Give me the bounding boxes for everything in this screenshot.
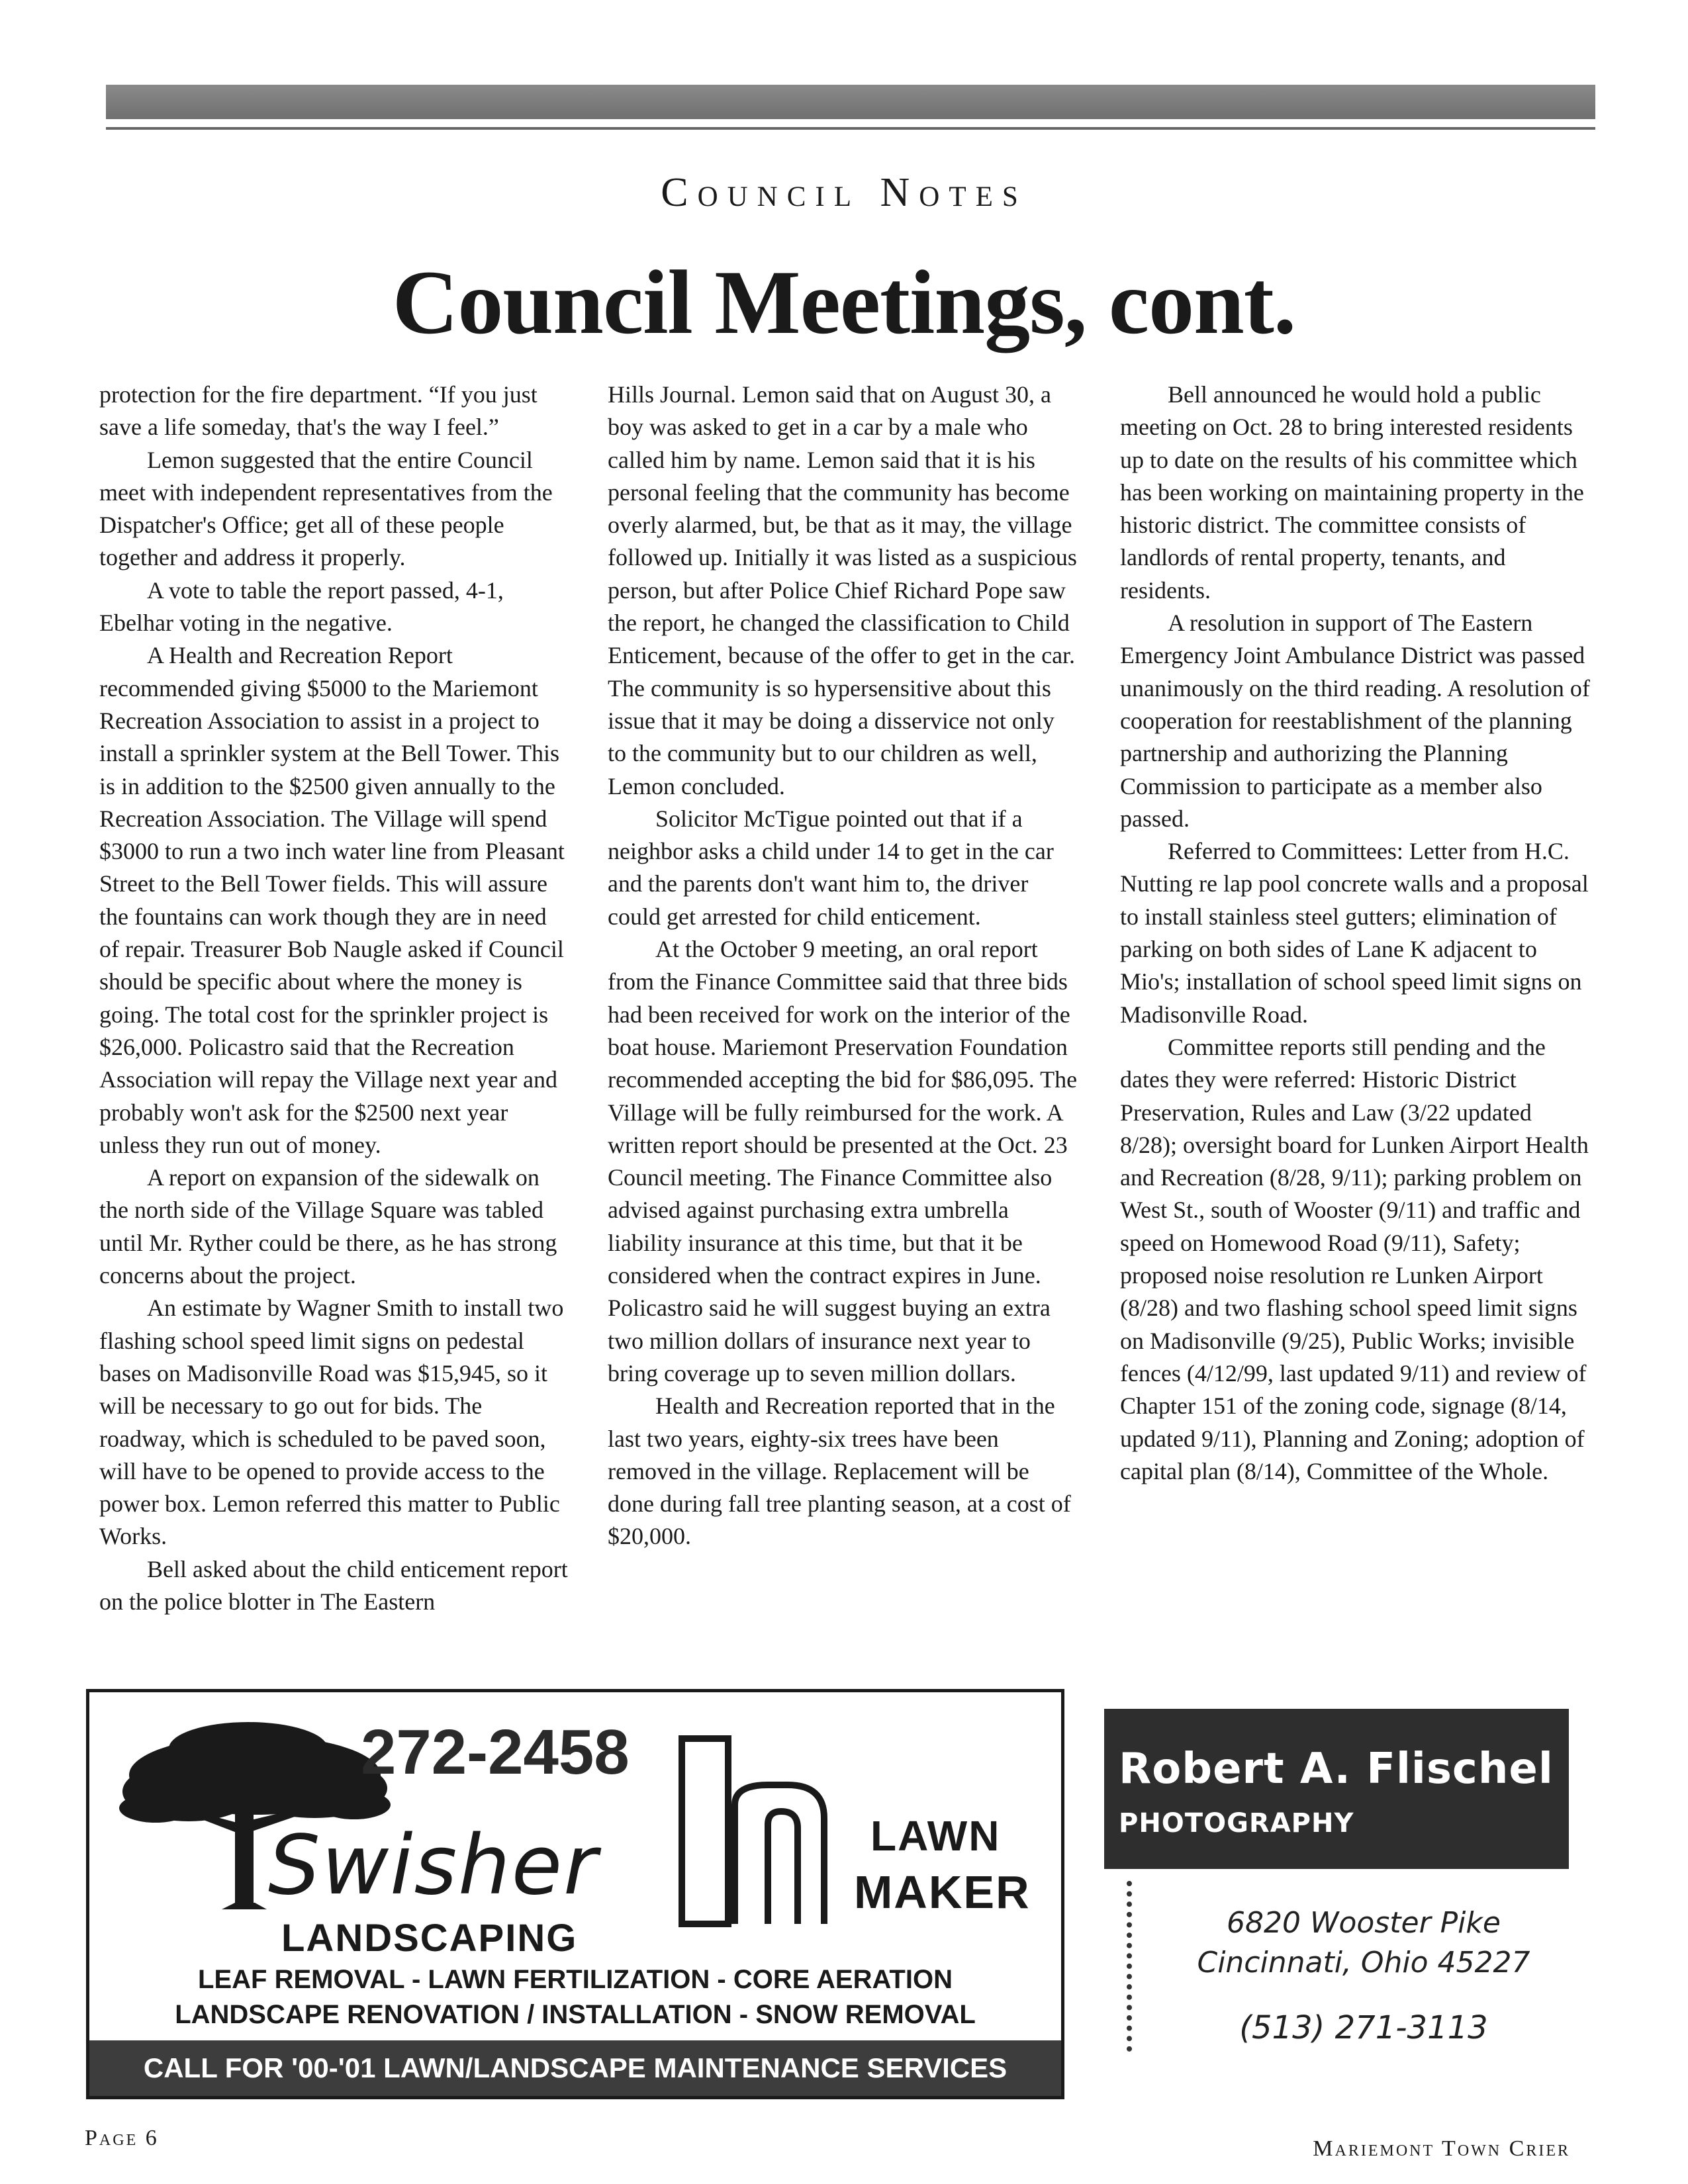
- paragraph: An estimate by Wagner Smith to install two flashing school speed limit signs on pedestal bases on Madisonville Road was $15,945, so it will be necessary to go out for bids. The roadway, which is scheduled to be paved soon, will have to be opened to provide access to the power box. Lemon referred this matter to Public Works.: [99, 1295, 564, 1550]
- lawn-maker-logo-icon: [675, 1732, 834, 1931]
- paragraph: A Health and Recreation Report recommended giving $5000 to the Mariemont Recreation Association to assist in a project to install a sprinkler system at the Bell Tower. This is in addition to the $2500 given annually to the Recreation Association. The Village will spend $3000 to run a two inch water line from Pleasant Street to the Bell Tower fields. This will assure the fountains can work though they are in need of repair. Treasurer Bob Naugle asked if Council should be specific about where the money is going. The total cost for the sprinkler project is $26,000. Policastro said that the Recreation Association will repay the Village next year and probably won't ask for the $2500 next year unless they run out of money.: [99, 642, 565, 1158]
- section-kicker: Council Notes: [661, 170, 1027, 215]
- swisher-landscaping-ad: [86, 1689, 1064, 2099]
- photographer-name: Robert A. Flischel: [1119, 1745, 1554, 1794]
- paragraph: protection for the fire department. “If you just save a life someday, that's the way I feel.”: [99, 381, 538, 441]
- header-bar: [106, 85, 1595, 119]
- paragraph: A report on expansion of the sidewalk on the north side of the Village Square was tabled until Mr. Ryther could be there, as he has strong concerns about the project.: [99, 1164, 557, 1289]
- paragraph: Committee reports still pending and the dates they were referred: Historic District Preservation, Rules and Law (3/22 updated 8/28); oversight board for Lunken Airport Health and Recreation (8/28, 9/11); parking problem on West St., south of Wooster (9/11) and traffic and speed on Homewood Road (9/11), Safety; proposed noise resolution re Lunken Airport (8/28) and two flashing school speed limit signs on Madisonville (9/25), Public Works; invisible fences (4/12/99, last updated 9/11) and review of Chapter 151 of the zoning code, signage (8/14, updated 9/11), Planning and Zoning; adoption of capital plan (8/14), Committee of the Whole.: [1120, 1033, 1589, 1484]
- photography-ad-banner: [1104, 1709, 1569, 1869]
- paragraph: Health and Recreation reported that in the last two years, eighty-six trees have been removed in the village. Replacement will be done during fall tree planting season, at a cost of $20,000.: [608, 1392, 1071, 1550]
- paragraph: Bell asked about the child enticement report on the police blotter in The Eastern: [99, 1555, 568, 1615]
- photo-phone: (513) 271-3113: [1239, 2009, 1488, 2046]
- paragraph: A resolution in support of The Eastern Emergency Joint Ambulance District was passed unanimously on the third reading. A resolution of cooperation for reestablishment of the planning partnership and authorizing the Planning Commission to participate as a member also passed.: [1120, 610, 1590, 832]
- paragraph: Lemon suggested that the entire Council meet with independent representatives from the Dispatcher's Office; get all of these people together and address it properly.: [99, 446, 553, 571]
- services-line2: LANDSCAPE RENOVATION / INSTALLATION - SNOW REMOVAL: [175, 2000, 976, 2029]
- ad-call-band: CALL FOR '00-'01 LAWN/LANDSCAPE MAINTENANCE SERVICES: [89, 2040, 1061, 2096]
- article-column-2: [608, 379, 1078, 1553]
- photo-address-line1: 6820 Wooster Pike: [1227, 1906, 1501, 1940]
- lawn-maker-line2: MAKER: [854, 1866, 1031, 1918]
- ad-phone: 272-2458: [361, 1717, 630, 1788]
- paragraph: At the October 9 meeting, an oral report from the Finance Committee said that three bids had been received for work on the interior of the boat house. Mariemont Preservation Foundation recommended accepting the bid for $86,095. The Village will be fully reimbursed for the work. A written report should be presented at the Oct. 23 Council meeting. The Finance Committee also advised against purchasing extra umbrella liability insurance at this time, but that it be considered when the contract expires in June. Policastro said he will suggest buying an extra two million dollars of insurance next year to bring coverage up to seven million dollars.: [608, 936, 1078, 1387]
- paragraph: A vote to table the report passed, 4-1, Ebelhar voting in the negative.: [99, 576, 504, 637]
- paragraph: Bell announced he would hold a public meeting on Oct. 28 to bring interested residents up to date on the results of his committee which has been working on maintaining property in the historic district. The committee consists of landlords of rental property, tenants, and residents.: [1120, 381, 1584, 604]
- ad-subtitle: LANDSCAPING: [281, 1917, 578, 1960]
- page-title: Council Meetings, cont.: [392, 251, 1296, 353]
- paragraph: Hills Journal. Lemon said that on August 30, a boy was asked to get in a car by a male who called him by name. Lemon said that it is his personal feeling that the community has become overly alarmed, but, be that as it may, the village followed up. Initially it was listed as a suspicious person, but after Police Chief Richard Pope saw the report, he changed the classification to Child Enticement, because of the offer to get in the car. The community is so hypersensitive about this issue that it may be doing a disservice not only to the community but to our children as well, Lemon concluded.: [608, 381, 1077, 799]
- photography-label: PHOTOGRAPHY: [1119, 1808, 1354, 1839]
- dotted-divider: [1127, 1881, 1132, 2052]
- photo-address-line2: Cincinnati, Ohio 45227: [1197, 1946, 1530, 1979]
- article-column-3: [1120, 379, 1591, 1488]
- paragraph: Solicitor McTigue pointed out that if a neighbor asks a child under 14 to get in the car and the parents don't want him to, the driver could get arrested for child enticement.: [608, 805, 1054, 930]
- header-rule: [106, 127, 1595, 130]
- ad-brand: Swisher: [268, 1818, 599, 1913]
- publication-name: Mariemont Town Crier: [1313, 2136, 1570, 2161]
- services-line1: LEAF REMOVAL - LAWN FERTILIZATION - CORE AERATION: [198, 1965, 953, 1994]
- article-column-1: [99, 379, 569, 1618]
- paragraph: Referred to Committees: Letter from H.C. Nutting re lap pool concrete walls and a proposal to install stainless steel gutters; elimination of parking on both sides of Lane K adjacent to Mio's; installation of school speed limit signs on Madisonville Road.: [1120, 838, 1589, 1028]
- page-number: Page 6: [85, 2126, 159, 2150]
- lawn-maker-line1: LAWN: [870, 1812, 1001, 1860]
